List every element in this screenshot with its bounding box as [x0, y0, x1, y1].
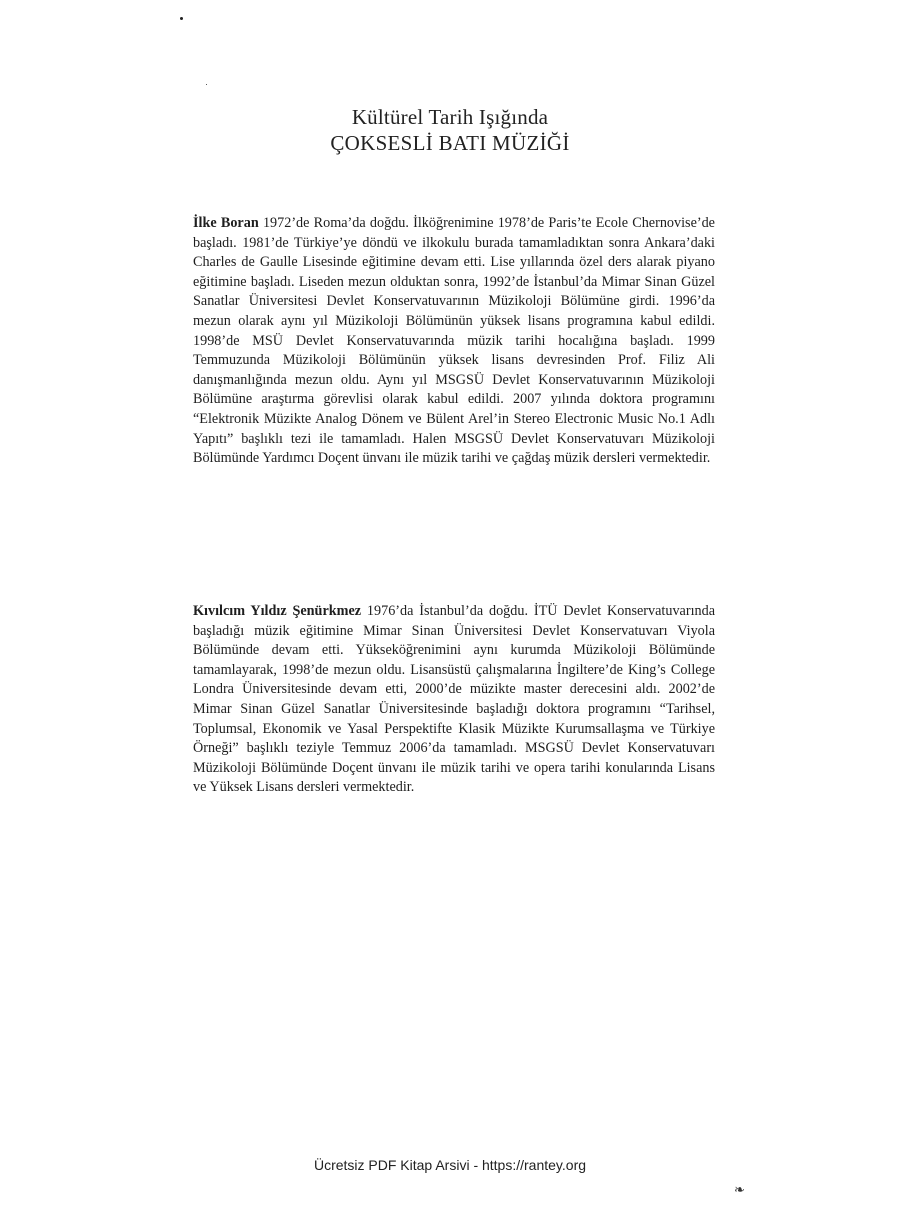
author-bio-text: 1976’da İstanbul’da doğdu. İTÜ Devlet Konservatuvarında başladığı müzik eğitimine Mimar Sinan Üniversitesi Devlet Konservatuvarı Viyola Bölümünde devam etti. Yükseköğrenimini aynı kurumda Müzikoloji Bölümünde tamamlayarak, 1998’de mezun oldu. Lisansüstü çalışmalarına İngiltere’de King’s College Londra Üniversitesinde devam etti, 2000’de müzikte master derecesini aldı. 2002’de Mimar Sinan Güzel Sanatlar Üniversitesinde başladığı doktora programını “Tarihsel, Toplumsal, Ekonomik ve Yasal Perspektifte Klasik Müzikte Kurumsallaşma ve Türkiye Örneği” başlıklı teziyle Temmuz 2006’da tamamladı. MSGSÜ Devlet Konservatuvarı Müzikoloji Bölümünde Doçent ünvanı ile müzik tarihi ve opera tarihi konularında Lisans ve Yüksek Lisans dersleri vermektedir. [193, 603, 716, 796]
author-name: İlke Boran [193, 215, 259, 231]
book-title-line1: Kültürel Tarih Işığında [351, 105, 549, 129]
author-bio-text: 1972’de Roma’da doğdu. İlköğrenimine 1978’de Paris’te Ecole Chernovise’de başladı. 1981’de Türkiye’ye döndü ve ilkokulu burada tamamladıktan sonra Ankara’daki Charles de Gaulle Lisesinde eğitimine devam etti. Lise yıllarında özel ders alarak piyano eğitimine başladı. Liseden mezun olduktan sonra, 1992’de İstanbul’da Mimar Sinan Güzel Sanatlar Üniversitesi Devlet Konservatuvarının Müzikoloji Bölümüne girdi. 1996’da mezun olarak aynı yıl Müzikoloji Bölümünün yüksek lisans programına kabul edildi. 1998’de MSÜ Devlet Konservatuvarında müzik tarihi hocalığına başladı. 1999 Temmuzunda Müzikoloji Bölümünün yüksek lisans devresinden Prof. Filiz Ali danışmanlığında mezun oldu. Aynı yıl MSGSÜ Devlet Konservatuvarının Müzikoloji Bölümüne araştırma görevlisi olarak kabul edildi. 2007 yılında doktora programını “Elektronik Müzikte Analog Dönem ve Bülent Arel’in Stereo Electronic Music No.1 Adlı Yapıtı” başlıklı tezi ile tamamladı. Halen MSGSÜ Devlet Konservatuvarı Müzikoloji Bölümünde Yardımcı Doçent ünvanı ile müzik tarihi ve çağdaş müzik dersleri vermektedir. [193, 215, 715, 467]
scan-speck [206, 84, 207, 85]
author-bio [193, 214, 715, 469]
book-title-line2: ÇOKSESLİ BATI MÜZİĞİ [330, 131, 570, 155]
author-name: Kıvılcım Yıldız Şenürkmez [193, 603, 362, 619]
scan-speck [180, 17, 183, 20]
footer-watermark: Ücretsiz PDF Kitap Arsivi - https://rantey.org [313, 1157, 587, 1173]
corner-mark-icon: ❧ [734, 1183, 745, 1198]
book-title [0, 104, 900, 157]
author-bio [193, 602, 715, 798]
